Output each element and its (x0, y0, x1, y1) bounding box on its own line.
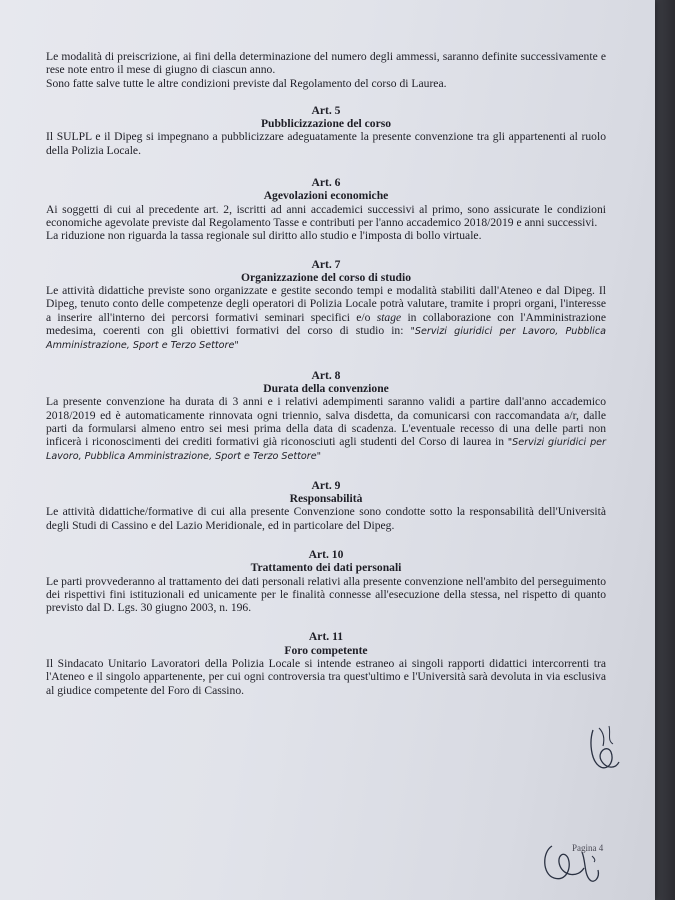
article-7-text: Le attività didattiche previste sono organizzate e gestite secondo tempi e modalità stabiliti dall'Ateneo e dal Dipeg. Il Dipeg, tenuto conto delle competenze degli operatori di Polizia Locale potrà valutare, tramite i propri organi, l'interesse a inserire all'interno dei percorsi formativi seminari specifici e/o (46, 284, 606, 324)
article-7-text-cont: in collaborazione con l'Amministrazione medesima, coerenti con gli obiettivi formativi del corso di studio in: (46, 310, 607, 338)
article-6-paragraph-1: Ai soggetti di cui al precedente art. 2, iscritti ad anni accademici successivi al primo, sono assicurate le condizioni economiche agevolate previste dal Regolamento Tasse e contributi per l'anno accademico 2018/2019 e anni successivi. (46, 202, 606, 229)
article-6-title: Agevolazioni economiche (263, 189, 389, 203)
article-10-title: Trattamento dei dati personali (250, 561, 402, 575)
article-7-paragraph (46, 284, 606, 352)
article-7-title: Organizzazione del corso di studio (240, 270, 412, 284)
intro-paragraph-1: Le modalità di preiscrizione, ai fini della determinazione del numero degli ammessi, saranno definite successivamente e rese note entro il mese di giugno di ciascun anno. (46, 50, 606, 77)
article-11-paragraph: Il Sindacato Unitario Lavoratori della Polizia Locale si intende estraneo ai singoli rapporti didattici intercorrenti tra l'Ateneo e il singolo appartenente, per cui ogni controversia tra quest'ultimo e l'Università sarà devoluta in via esclusiva al giudice competente del Foro di Cassino. (46, 656, 606, 697)
intro-paragraph-2: Sono fatte salve tutte le altre condizioni previste dal Regolamento del corso di Laurea. (46, 76, 447, 90)
article-6-paragraph-2: La riduzione non riguarda la tassa regionale sul diritto allo studio e l'imposta di bollo virtuale. (46, 229, 482, 243)
article-8-number: Art. 8 (311, 368, 341, 382)
article-11-title: Foro competente (284, 643, 368, 657)
article-9-paragraph: Le attività didattiche/formative di cui alla presente Convenzione sono condotte sotto la responsabilità dell'Università degli Studi di Cassino e del Lazio Meridionale, ed in particolare del Dipeg. (46, 505, 606, 532)
article-6-number: Art. 6 (311, 176, 341, 190)
article-8-text: La presente convenzione ha durata di 3 anni e i relativi adempimenti saranno validi a partire dall'anno accademico 2018/2019 ed è automaticamente rinnovata ogni triennio, salva disdetta, da comunicarsi con raccomandata a/r, dalle parti da formularsi almeno entro sei mesi prima della data di scadenza. L'eventuale recesso di una delle parti non inficerà i riconoscimenti dei crediti formativi già riconosciuti agli studenti del Corso di laurea in (46, 395, 606, 449)
article-8-title: Durata della convenzione (263, 381, 389, 395)
page-number-label: Pagina 4 (572, 843, 604, 853)
article-5-title: Pubblicizzazione del corso (260, 117, 392, 131)
article-7-course-name: "Servizi giuridici per Lavoro, Pubblica Amministrazione, Sport e Terzo Settore" (46, 326, 606, 352)
margin-initials-signature (585, 722, 625, 777)
document-body (46, 50, 606, 697)
article-11-number: Art. 11 (308, 630, 344, 644)
article-5-number: Art. 5 (311, 103, 341, 117)
article-8-course-name: "Servizi giuridici per Lavoro, Pubblica Amministrazione, Sport e Terzo Settore" (46, 437, 607, 463)
article-9-title: Responsabilità (289, 492, 363, 506)
article-10-paragraph: Le parti provvederanno al trattamento dei dati personali relativi alla presente convenzione nell'ambito del perseguimento dei rispettivi fini istituzionali ed unicamente per le finalità connesse all'esecuzione della stessa, nel rispetto di quanto previsto dal D. Lgs. 30 giugno 2003, n. 196. (46, 574, 606, 615)
page-number (572, 842, 603, 854)
article-8-paragraph (46, 395, 606, 463)
article-5-paragraph: Il SULPL e il Dipeg si impegnano a pubblicizzare adeguatamente la presente convenzione tra gli appartenenti al ruolo della Polizia Locale. (46, 130, 606, 157)
article-10-number: Art. 10 (308, 547, 344, 561)
article-7-number: Art. 7 (311, 257, 341, 271)
article-9-number: Art. 9 (311, 478, 341, 492)
article-7-stage: stage (376, 310, 402, 324)
